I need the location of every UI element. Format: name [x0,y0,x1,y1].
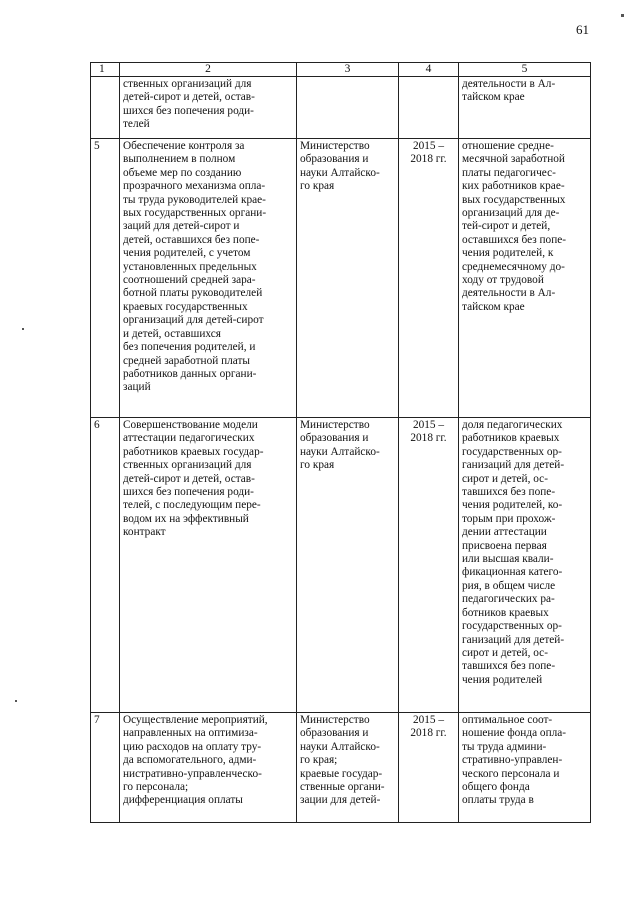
text-line: месячной заработной [462,153,565,166]
text-line: оптимальное соот- [462,714,553,726]
scan-mark [621,14,624,17]
text-line: науки Алтайско- [300,166,380,179]
text-line: доля педагогических [462,419,563,431]
table-row [91,713,591,823]
text-line: стративно-управлен- [462,754,563,767]
text-line: педагогических ра- [462,593,555,606]
scan-mark [15,700,17,702]
table-row [91,418,591,713]
text-line: дении аттестации [462,526,547,539]
indicator-cell [459,77,591,139]
executor-cell [297,77,399,139]
text-line: выполнением в полном [123,153,236,166]
text-line: вых государственных органи- [123,207,267,220]
text-line: Совершенствование модели [123,419,258,431]
row-number-cell: 6 [91,418,120,713]
text-line: чения родителей [462,673,543,686]
text-line: и детей, оставшихся [123,327,221,340]
text-line: дифференциация оплаты [123,794,243,807]
text-line: ношение фонда опла- [462,727,567,740]
text-line: организаций для детей-сирот [123,314,264,327]
text-line: чения родителей, к [462,247,554,260]
text-line: отношение средне- [462,140,554,152]
period-cell [399,77,459,139]
text-line: цию расходов на оплату тру- [123,740,262,753]
measure-cell [120,77,297,139]
text-line: тей-сирот и детей, [462,220,551,233]
text-line: 2015 – [412,140,445,152]
text-line: работников краевых государ- [123,445,264,458]
measure-cell [120,139,297,418]
text-line: шихся без попечения роди- [123,104,254,117]
scan-mark [22,328,24,330]
text-line: рия, в общем числе [462,579,556,592]
text-line: детей, оставшихся без попе- [123,233,260,246]
text-line: оплаты труда в [462,794,534,807]
text-line: соотношений средней зара- [123,274,256,287]
text-line: ких работников крае- [462,180,565,193]
header-cell: 2 [120,63,297,77]
page-number: 61 [576,22,589,37]
measure-cell [120,713,297,823]
text-line: нистративно-управленческо- [123,767,262,780]
text-line: контракт [123,526,166,539]
text-line: ганизаций для детей- [462,633,565,646]
text-line: ственных организаций для [123,78,252,90]
text-line: Министерство [300,419,370,431]
row-number-cell [91,77,120,139]
text-line: направленных на оптимиза- [123,727,258,740]
text-line: государственных ор- [462,445,562,458]
text-line: вых государственных [462,193,566,206]
text-line: тавшихся без попе- [462,660,556,673]
text-line: ственных организаций для [123,459,252,472]
text-line: аттестации педагогических [123,432,255,445]
text-line: детей-сирот и детей, остав- [123,91,255,104]
period-cell [399,139,459,418]
period-cell [399,713,459,823]
text-line: телей, с последующим пере- [123,499,261,512]
text-line: прозрачного механизма опла- [123,180,266,193]
text-line: сирот и детей, ос- [462,646,548,659]
text-line: да вспомогательного, адми- [123,754,257,767]
measure-cell [120,418,297,713]
text-line: краевых государственных [123,300,248,313]
executor-cell [297,713,399,823]
text-line: 2018 гг. [410,153,447,166]
text-line: 2018 гг. [410,432,447,445]
text-line: го края; [300,754,338,767]
header-cell: 3 [297,63,399,77]
text-line: заций для детей-сирот и [123,220,240,233]
text-line: образования и [300,432,369,445]
text-line: ты труда руководителей крае- [123,193,266,206]
table-row [91,139,591,418]
text-line: фикационная катего- [462,566,563,579]
text-line: ты труда админи- [462,740,547,753]
header-cell: 4 [399,63,459,77]
text-line: науки Алтайско- [300,445,380,458]
period-cell [399,418,459,713]
text-line: торым при прохож- [462,512,556,525]
text-line: работников данных органи- [123,367,257,380]
text-line: Министерство [300,140,370,152]
text-line: го края [300,180,335,193]
text-line: детей-сирот и детей, остав- [123,472,255,485]
indicator-cell [459,418,591,713]
text-line: платы педагогичес- [462,166,556,179]
text-line: оставшихся без попе- [462,233,567,246]
text-line: чения родителей, ко- [462,499,563,512]
text-line: 2018 гг. [410,727,447,740]
text-line: образования и [300,727,369,740]
text-line: зации для детей- [300,794,381,807]
text-line: ботников краевых [462,606,549,619]
text-line: заций [123,381,151,394]
text-line: объеме мер по созданию [123,166,242,179]
table-header-row [91,63,591,77]
text-line: краевые государ- [300,767,383,780]
text-line: Обеспечение контроля за [123,140,245,152]
header-cell: 1 [91,63,120,77]
text-line: ходу от трудовой [462,274,544,287]
text-line: установленных предельных [123,260,257,273]
text-line: шихся без попечения роди- [123,486,254,499]
text-line: 2015 – [412,419,445,431]
text-line: сирот и детей, ос- [462,472,548,485]
executor-cell [297,418,399,713]
text-line: тайском крае [462,300,525,313]
text-line: образования и [300,153,369,166]
text-line: без попечения родителей, и [123,341,256,354]
text-line: телей [123,118,150,131]
text-line: Министерство [300,714,370,726]
text-line: водом их на эффективный [123,512,249,525]
row-number-cell: 7 [91,713,120,823]
text-line: или высшая квали- [462,553,554,566]
text-line: чения родителей, с учетом [123,247,251,260]
text-line: общего фонда [462,781,530,794]
text-line: тайском крае [462,91,525,104]
text-line: деятельности в Ал- [462,78,556,90]
indicator-cell [459,139,591,418]
text-line: го персонала; [123,781,189,794]
row-number-cell: 5 [91,139,120,418]
text-line: 2015 – [412,714,445,726]
text-line: ботной платы руководителей [123,287,263,300]
text-line: деятельности в Ал- [462,287,556,300]
measures-table [90,62,591,823]
text-line: науки Алтайско- [300,740,380,753]
text-line: организаций для де- [462,207,560,220]
header-cell: 5 [459,63,591,77]
text-line: работников краевых [462,432,560,445]
text-line: присвоена первая [462,539,547,552]
text-line: ганизаций для детей- [462,459,565,472]
text-line: Осуществление мероприятий, [123,714,268,726]
text-line: го края [300,459,335,472]
executor-cell [297,139,399,418]
text-line: ственные органи- [300,781,385,794]
text-line: ческого персонала и [462,767,560,780]
text-line: тавшихся без попе- [462,486,556,499]
indicator-cell [459,713,591,823]
text-line: среднемесячному до- [462,260,565,273]
text-line: государственных ор- [462,620,562,633]
text-line: средней заработной платы [123,354,251,367]
table-row [91,77,591,139]
